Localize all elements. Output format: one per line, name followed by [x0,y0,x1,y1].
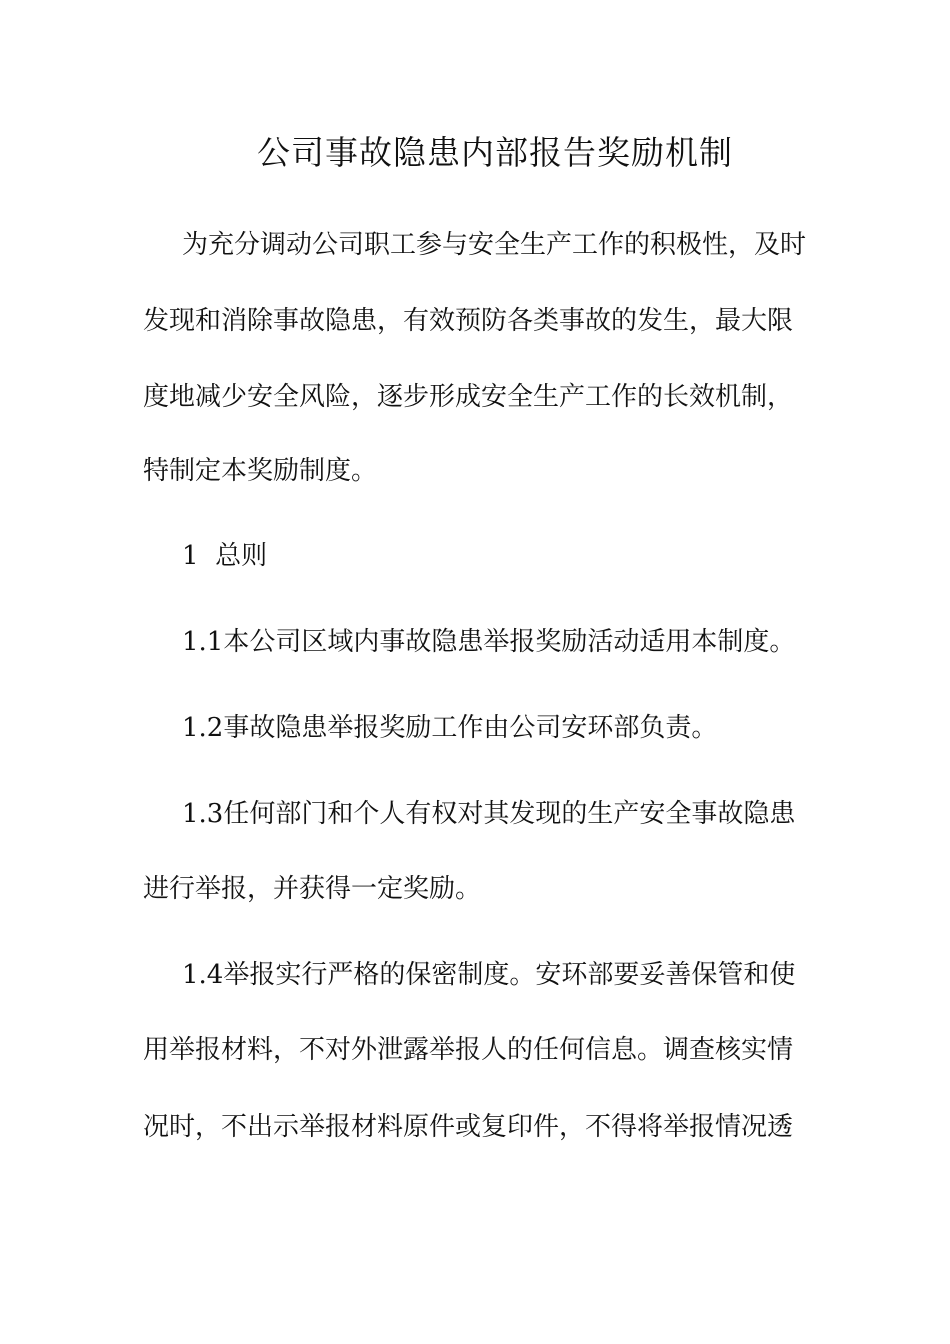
section-heading-general: 1 总则 [182,541,268,571]
clause-1-4-line-3: 况时，不出示举报材料原件或复印件，不得将举报情况透 [143,1112,794,1142]
document-title: 公司事故隐患内部报告奖励机制 [257,133,733,172]
intro-line-1: 为充分调动公司职工参与安全生产工作的积极性，及时 [182,230,807,260]
clause-1-4-line-1: 1.4举报实行严格的保密制度。安环部要妥善保管和使 [182,960,796,990]
intro-line-2: 发现和消除事故隐患，有效预防各类事故的发生，最大限 [143,306,794,336]
intro-line-4: 特制定本奖励制度。 [143,456,378,486]
clause-1-1: 1.1本公司区域内事故隐患举报奖励活动适用本制度。 [182,627,796,657]
clause-1-3-line-2: 进行举报，并获得一定奖励。 [143,874,482,904]
clause-1-3-line-1: 1.3任何部门和个人有权对其发现的生产安全事故隐患 [182,799,796,829]
clause-1-2: 1.2事故隐患举报奖励工作由公司安环部负责。 [182,713,718,743]
intro-line-3: 度地减少安全风险，逐步形成安全生产工作的长效机制， [143,382,794,412]
clause-1-4-line-2: 用举报材料，不对外泄露举报人的任何信息。调查核实情 [143,1035,794,1065]
